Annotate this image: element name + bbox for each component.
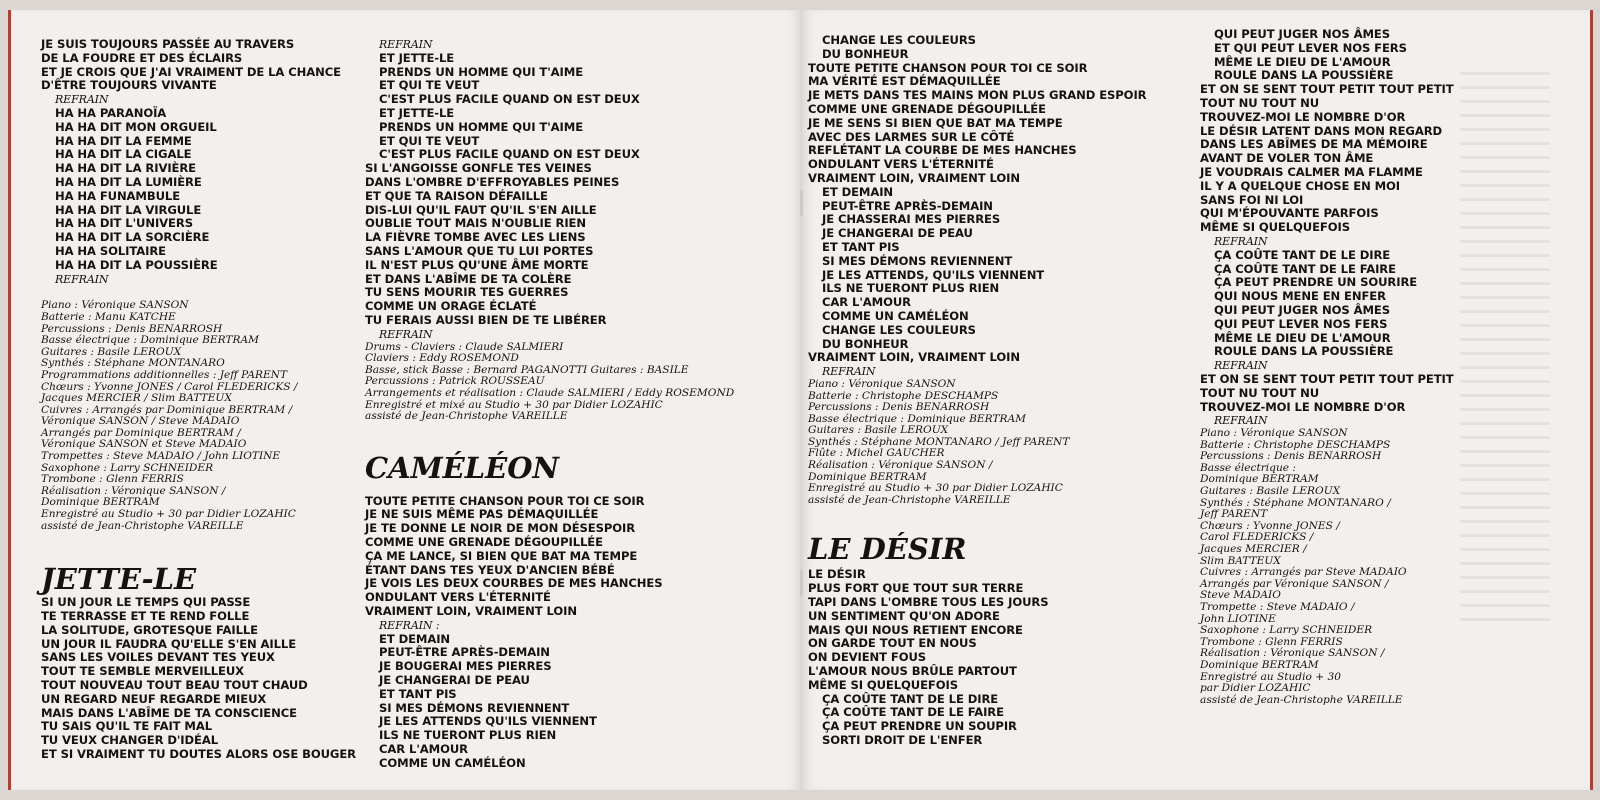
credit-line: Trombone : Glenn FERRIS [41,473,184,486]
lyric-line: SANS LES VOILES DEVANT TES YEUX [41,650,275,665]
credit-line: Carol FLEDERICKS / [1200,531,1314,544]
lyric-line: JE CHASSERAI MES PIERRES [822,212,1001,227]
credit-line: Basse électrique : [1200,461,1296,474]
lyric-line: TROUVEZ-MOI LE NOMBRE D'OR [1200,109,1406,124]
lyric-line: HA HA PARANOÏA [55,105,167,120]
lyric-line: PLUS FORT QUE TOUT SUR TERRE [808,581,1024,596]
column-4 [1200,28,1454,706]
lyric-line: CHANGE LES COULEURS [822,322,976,337]
column-2 [365,38,734,771]
lyric-line: VRAIMENT LOIN, VRAIMENT LOIN [808,350,1020,365]
refrain-marker: REFRAIN [55,272,109,286]
credit-line: Réalisation : Véronique SANSON / [808,459,993,472]
lyric-line: ROULE DANS LA POUSSIÈRE [1214,68,1394,83]
credit-line: Claviers : Eddy ROSEMOND [365,352,519,365]
lyric-line: ONDULANT VERS L'ÉTERNITÉ [808,157,994,172]
lyric-line: DIS-LUI QU'IL FAUT QU'IL S'EN AILLE [365,202,597,217]
credit-line: Jacques MERCIER / [1200,543,1307,556]
lyric-line: SI L'ANGOISSE GONFLE TES VEINES [365,161,592,176]
cameleon-credits [808,379,1146,507]
lyric-line: JE VOIS LES DEUX COURBES DE MES HANCHES [365,576,663,591]
lyric-line: HA HA DIT LA RIVIÈRE [55,161,196,176]
lyric-line: MÊME SI QUELQUEFOIS [808,677,958,692]
credit-line: Véronique SANSON / Steve MADAIO [41,415,240,428]
credit-line: Dominique BERTRAM [1200,658,1319,671]
cameleon-lyrics [365,495,734,771]
lyric-line: ÇA PEUT PRENDRE UN SOURIRE [1214,275,1418,290]
staple [800,190,803,216]
lyric-line: ÇA COÛTE TANT DE LE DIRE [1214,247,1391,262]
lyric-line: COMME UNE GRENADE DÉGOUPILLÉE [808,101,1046,116]
lyric-line: JE ME SENS SI BIEN QUE BAT MA TEMPE [808,115,1063,130]
lyric-line: REFLÉTANT LA COURBE DE MES HANCHES [808,143,1077,158]
credit-line: Chœurs : Yvonne JONES / Carol FLEDERICKS / [41,380,298,393]
credit-line: John LIOTINE [1200,612,1276,625]
lyric-line: QUI PEUT JUGER NOS ÂMES [1214,302,1390,317]
credit-line: Drums - Claviers : Claude SALMIERI [365,340,564,353]
lyric-line: ET DANS L'ABÎME DE TA COLÈRE [365,271,572,286]
refrain-marker: REFRAIN [55,93,109,107]
lyric-line: LE DÉSIR LATENT DANS MON REGARD [1200,123,1443,138]
lyric-line: ET DEMAIN [379,631,451,646]
lyric-line: IL Y A QUELQUE CHOSE EN MOI [1200,178,1401,193]
refrain-marker: REFRAIN [822,365,876,379]
credit-line: Enregistré au Studio + 30 par Didier LOZAHIC [808,482,1063,495]
lyric-line: ET SI VRAIMENT TU DOUTES ALORS OSE BOUGER [41,746,356,761]
credit-line: Arrangés par Véronique SANSON / [1200,577,1389,590]
lyric-line: MAIS DANS L'ABÎME DE TA CONSCIENCE [41,705,297,720]
credit-line: Guitares : Basile LEROUX [1200,485,1341,498]
lyric-line: UN SENTIMENT QU'ON ADORE [808,608,1000,623]
credit-line: Réalisation : Véronique SANSON / [1200,647,1385,660]
lyric-line: TU SAIS QU'IL TE FAIT MAL [41,719,213,734]
credit-line: Percussions : Denis BENARROSH [1200,450,1382,463]
credit-line: Steve MADAIO [1200,589,1281,602]
credit-line: Percussions : Patrick ROUSSEAU [365,375,545,388]
le-desir-lyrics [808,568,1146,747]
credit-line: Flûte : Michel GAUCHER [808,447,945,460]
refrain-marker: REFRAIN : [379,618,440,632]
lyric-line: VRAIMENT LOIN, VRAIMENT LOIN [808,170,1020,185]
credit-line: Synthés : Stéphane MONTANARO / [1200,496,1391,509]
refrain-marker: REFRAIN [379,38,433,51]
lyric-line: JE BOUGERAI MES PIERRES [379,659,552,674]
lyric-line: PEUT-ÊTRE APRÈS-DEMAIN [822,198,993,213]
paranoia-lyrics [41,38,356,286]
lyric-line: TAPI DANS L'OMBRE TOUS LES JOURS [808,595,1049,610]
lyric-line: TOUT NU TOUT NU [1200,95,1320,110]
credit-line: Percussions : Denis BENARROSH [41,322,223,335]
credit-line: Réalisation : Véronique SANSON / [41,484,226,497]
lyric-line: ÇA COÛTE TANT DE LE FAIRE [822,705,1004,720]
le-desir-credits [1200,428,1454,706]
lyric-line: ET TANT PIS [379,686,457,701]
refrain-marker: REFRAIN [1214,414,1268,428]
lyric-line: LE DÉSIR [808,567,866,582]
lyric-line: TOUTE PETITE CHANSON POUR TOI CE SOIR [808,60,1088,75]
credit-line: Basse électrique : Dominique BERTRAM [808,412,1026,425]
lyric-line: CAR L'AMOUR [822,295,911,310]
lyric-line: HA HA DIT LA LUMIÈRE [55,174,202,189]
lyric-line: C'EST PLUS FACILE QUAND ON EST DEUX [379,147,640,162]
lyric-line: TOUT NU TOUT NU [1200,385,1320,400]
lyric-line: DU BONHEUR [822,336,909,351]
lyric-line: CHANGE LES COULEURS [822,33,976,47]
lyric-line: SANS FOI NI LOI [1200,192,1304,207]
lyric-line: L'AMOUR NOUS BRÛLE PARTOUT [808,664,1017,679]
lyric-line: SANS L'AMOUR QUE TU LUI PORTES [365,243,594,258]
lyric-line: UN REGARD NEUF REGARDE MIEUX [41,691,267,706]
le-desir-lyrics-continued [1200,28,1454,428]
lyric-line: SORTI DROIT DE L'ENFER [822,733,983,748]
lyric-line: ET TANT PIS [822,239,900,254]
lyric-line: ET ON SE SENT TOUT PETIT TOUT PETIT [1200,82,1454,97]
credit-line: Guitares : Basile LEROUX [808,424,949,437]
credit-line: assisté de Jean-Christophe VAREILLE [365,410,568,423]
lyric-line: HA HA SOLITAIRE [55,243,166,258]
lyric-line: ET JE CROIS QUE J'AI VRAIMENT DE LA CHANCE [41,64,341,79]
lyric-line: IL N'EST PLUS QU'UNE ÂME MORTE [365,257,589,272]
credit-line: Batterie : Christophe DESCHAMPS [1200,438,1391,451]
lyric-line: ET ON SE SENT TOUT PETIT TOUT PETIT [1200,371,1454,386]
lyric-line: QUI PEUT LEVER NOS FERS [1214,316,1388,331]
credit-line: Enregistré au Studio + 30 par Didier LOZAHIC [41,508,296,521]
lyric-line: LA FIÈVRE TOMBE AVEC LES LIENS [365,230,586,245]
lyric-line: TE TERRASSE ET TE REND FOLLE [41,609,250,624]
lyric-line: TU VEUX CHANGER D'IDÉAL [41,733,219,748]
lyric-line: AVANT DE VOLER TON ÂME [1200,151,1374,166]
credit-line: Batterie : Manu KATCHE [41,310,176,323]
lyric-line: ET QUE TA RAISON DÉFAILLE [365,188,548,203]
lyric-line: JE SUIS TOUJOURS PASSÉE AU TRAVERS [41,37,295,51]
credit-line: Jeff PARENT [1200,508,1268,521]
lyric-line: PRENDS UN HOMME QUI T'AIME [379,64,584,79]
credit-line: Batterie : Christophe DESCHAMPS [808,389,999,402]
credit-line: Dominique BERTRAM [1200,473,1319,486]
lyric-line: JE TE DONNE LE NOIR DE MON DÉSESPOIR [365,521,636,536]
credit-line: Basse électrique : Dominique BERTRAM [41,334,259,347]
lyric-line: QUI NOUS MENE EN ENFER [1214,289,1386,304]
lyric-line: JE CHANGERAI DE PEAU [379,673,530,688]
lyric-line: MÊME LE DIEU DE L'AMOUR [1214,330,1391,345]
lyric-line: TOUT NOUVEAU TOUT BEAU TOUT CHAUD [41,678,308,692]
lyric-line: ET JETTE-LE [379,105,455,120]
show-through-text [1460,72,1550,632]
credit-line: Slim BATTEUX [1200,554,1281,567]
credit-line: Trombone : Glenn FERRIS [1200,635,1343,648]
lyric-line: COMME UN ORAGE ÉCLATÉ [365,299,537,314]
lyric-line: HA HA DIT LA FEMME [55,133,192,148]
credit-line: Dominique BERTRAM [808,470,927,483]
lyric-line: HA HA DIT LA VIRGULE [55,202,202,217]
credit-line: Cuivres : Arrangés par Steve MADAIO [1200,566,1407,579]
lyric-line: HA HA DIT MON ORGUEIL [55,119,217,134]
lyric-line: ET QUI TE VEUT [379,133,480,148]
lyric-line: COMME UNE GRENADE DÉGOUPILLÉE [365,535,603,550]
credit-line: Synthés : Stéphane MONTANARO / Jeff PARENT [808,435,1070,448]
lyric-line: DE LA FOUDRE ET DES ÉCLAIRS [41,50,243,65]
jette-le-credits [365,342,734,423]
lyric-line: JE CHANGERAI DE PEAU [822,226,973,241]
lyric-line: HA HA DIT LA CIGALE [55,147,192,162]
lyric-line: ONDULANT VERS L'ÉTERNITÉ [365,590,551,605]
lyric-line: ÇA COÛTE TANT DE LE DIRE [822,691,999,706]
lyric-line: JE LES ATTENDS QU'ILS VIENNENT [379,714,597,729]
lyric-line: JE NE SUIS MÊME PAS DÉMAQUILLÉE [365,507,599,522]
lyric-line: MA VÉRITÉ EST DÉMAQUILLÉE [808,74,1001,89]
credit-line: Enregistré au Studio + 30 [1200,670,1341,683]
credit-line: Piano : Véronique SANSON [41,299,189,312]
column-3 [808,34,1146,748]
credit-line: Dominique BERTRAM [41,496,160,509]
credit-line: assisté de Jean-Christophe VAREILLE [1200,693,1403,706]
lyric-line: COMME UN CAMÉLÉON [822,308,969,323]
cameleon-lyrics-continued [808,34,1146,379]
credit-line: Basse, stick Basse : Bernard PAGANOTTI Guitares : BASILE [365,363,689,376]
lyric-line: TOUTE PETITE CHANSON POUR TOI CE SOIR [365,493,645,508]
lyric-line: VRAIMENT LOIN, VRAIMENT LOIN [365,604,577,619]
credit-line: Guitares : Basile LEROUX [41,345,182,358]
lyric-line: PEUT-ÊTRE APRÈS-DEMAIN [379,645,550,660]
lyric-line: TU SENS MOURIR TES GUERRES [365,285,569,300]
lyric-line: ÇA ME LANCE, SI BIEN QUE BAT MA TEMPE [365,548,638,563]
credit-line: Saxophone : Larry SCHNEIDER [41,461,214,474]
lyric-line: HA HA DIT LA POUSSIÈRE [55,257,218,272]
lyric-line: TU FERAIS AUSSI BIEN DE TE LIBÉRER [365,312,607,327]
lyric-line: ET QUI TE VEUT [379,78,480,93]
credit-line: assisté de Jean-Christophe VAREILLE [41,519,244,532]
credit-line: Programmations additionnelles : Jeff PARENT [41,368,288,381]
credit-line: Arrangements et réalisation : Claude SALMIERI / Eddy ROSEMOND [365,386,735,399]
credit-line: Percussions : Denis BENARROSH [808,401,990,414]
lyric-line: HA HA DIT LA SORCIÈRE [55,230,210,245]
credit-line: Cuivres : Arrangés par Dominique BERTRAM / [41,403,293,416]
lyric-line: ON DEVIENT FOUS [808,650,927,665]
lyric-line: ET QUI PEUT LEVER NOS FERS [1214,40,1407,55]
lyric-line: D'ÊTRE TOUJOURS VIVANTE [41,78,217,93]
paranoia-credits [41,300,356,532]
credit-line: Arrangés par Dominique BERTRAM / [41,426,241,439]
column-1 [41,38,356,762]
lyric-line: ÇA COÛTE TANT DE LE FAIRE [1214,261,1396,276]
lyric-line: UN JOUR IL FAUDRA QU'ELLE S'EN AILLE [41,636,297,651]
credit-line: Saxophone : Larry SCHNEIDER [1200,624,1373,637]
credit-line: Trompettes : Steve MADAIO / John LIOTINE [41,450,281,463]
lyric-line: DANS L'OMBRE D'EFFROYABLES PEINES [365,174,620,189]
lyric-line: DU BONHEUR [822,46,909,61]
credit-line: Chœurs : Yvonne JONES / [1200,519,1340,532]
credit-line: Synthés : Stéphane MONTANARO [41,357,225,370]
booklet-left-page [8,10,803,790]
lyric-line: ROULE DANS LA POUSSIÈRE [1214,344,1394,359]
credit-line: par Didier LOZAHIC [1200,682,1311,695]
lyric-line: JE METS DANS TES MAINS MON PLUS GRAND ESPOIR [808,88,1147,103]
jette-le-refrain-lyrics [365,38,734,342]
lyric-line: COMME UN CAMÉLÉON [379,755,526,770]
lyric-line: CAR L'AMOUR [379,742,468,757]
lyric-line: MÊME SI QUELQUEFOIS [1200,220,1350,235]
lyric-line: QUI PEUT JUGER NOS ÂMES [1214,27,1390,41]
credit-line: Piano : Véronique SANSON [1200,427,1348,440]
credit-line: Véronique SANSON et Steve MADAIO [41,438,247,451]
lyric-line: OUBLIE TOUT MAIS N'OUBLIE RIEN [365,216,586,231]
lyric-line: MAIS QUI NOUS RETIENT ENCORE [808,622,1023,637]
lyric-line: ILS NE TUERONT PLUS RIEN [822,281,1000,296]
lyric-line: ÉTANT DANS TES YEUX D'ANCIEN BÉBÉ [365,562,615,577]
lyric-line: MÊME LE DIEU DE L'AMOUR [1214,54,1391,69]
lyric-line: AVEC DES LARMES SUR LE CÔTÉ [808,129,1015,144]
credit-line: Piano : Véronique SANSON [808,377,956,390]
lyric-line: SI MES DÉMONS REVIENNENT [379,700,570,715]
lyric-line: SI MES DÉMONS REVIENNENT [822,253,1013,268]
lyric-line: HA HA FUNAMBULE [55,188,181,203]
credit-line: assisté de Jean-Christophe VAREILLE [808,493,1011,506]
credit-line: Trompette : Steve MADAIO / [1200,601,1355,614]
lyric-line: QUI M'ÉPOUVANTE PARFOIS [1200,206,1379,221]
staple [800,570,803,596]
lyric-line: ÇA PEUT PRENDRE UN SOUPIR [822,719,1017,734]
lyric-line: HA HA DIT L'UNIVERS [55,216,193,231]
song-title-le-desir: LE DÉSIR [808,532,967,567]
lyric-line: ON GARDE TOUT EN NOUS [808,636,977,651]
refrain-marker: REFRAIN [1214,359,1268,373]
song-title-cameleon: CAMÉLÉON [365,450,560,485]
credit-line: Enregistré et mixé au Studio + 30 par Didier LOZAHIC [365,398,663,411]
lyric-line: ET DEMAIN [822,184,894,199]
lyric-line: TROUVEZ-MOI LE NOMBRE D'OR [1200,399,1406,414]
lyric-line: SI UN JOUR LE TEMPS QUI PASSE [41,595,251,610]
credit-line: Jacques MERCIER / Slim BATTEUX [41,392,232,405]
lyric-line: C'EST PLUS FACILE QUAND ON EST DEUX [379,92,640,107]
lyric-line: PRENDS UN HOMME QUI T'AIME [379,119,584,134]
lyric-line: JE VOUDRAIS CALMER MA FLAMME [1200,164,1423,179]
lyric-line: DANS LES ABÎMES DE MA MÉMOIRE [1200,137,1428,152]
song-title-jette-le: JETTE-LE [41,562,197,597]
lyric-line: TOUT TE SEMBLE MERVEILLEUX [41,664,245,679]
lyric-line: ILS NE TUERONT PLUS RIEN [379,728,557,743]
lyric-line: LA SOLITUDE, GROTESQUE FAILLE [41,622,258,637]
refrain-marker: REFRAIN [1214,234,1268,248]
booklet-right-page [800,10,1593,790]
lyric-line: JE LES ATTENDS, QU'ILS VIENNENT [822,267,1045,282]
lyric-line: ET JETTE-LE [379,50,455,65]
refrain-marker: REFRAIN [379,327,433,341]
jette-le-lyrics [41,596,356,762]
